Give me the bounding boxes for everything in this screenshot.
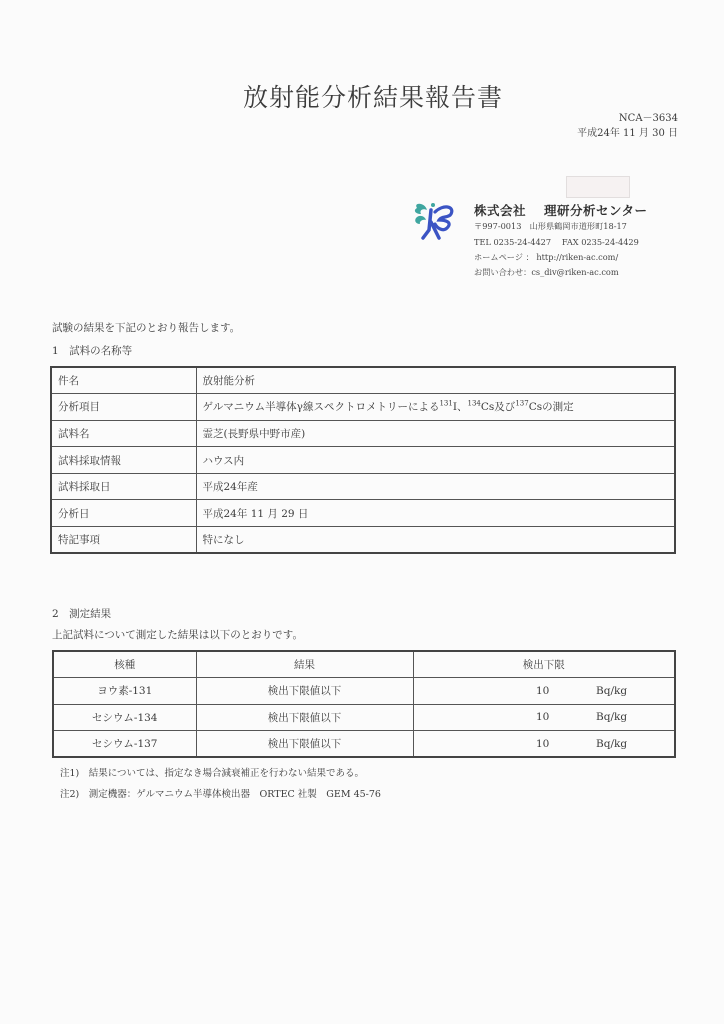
result-cell: 検出下限値以下 xyxy=(196,678,413,705)
analysis-method-text: ゲルマニウム半導体γ線スペクトロメトリーによる xyxy=(202,401,440,414)
isotope-mass-number: 131 xyxy=(439,399,453,408)
table-row xyxy=(53,731,675,758)
isotope-mass-number: 137 xyxy=(515,399,529,408)
row-label: 分析項目 xyxy=(51,394,196,421)
row-value: 平成24年 11 月 29 日 xyxy=(196,500,675,527)
isotope-symbol: Csの測定 xyxy=(528,401,574,414)
table-row xyxy=(51,447,675,474)
column-header-nuclide: 核種 xyxy=(53,651,196,678)
nuclide-cell: セシウム-137 xyxy=(53,731,196,758)
limit-value: 10 xyxy=(536,711,550,724)
row-value: ハウス内 xyxy=(196,447,675,474)
row-value xyxy=(196,394,675,421)
table-row xyxy=(51,420,675,447)
nuclide-cell: セシウム-134 xyxy=(53,704,196,731)
row-value: 特になし xyxy=(196,527,675,554)
column-header-detection-limit: 検出下限 xyxy=(413,651,675,678)
butterfly-logo-icon xyxy=(411,200,459,240)
limit-value: 10 xyxy=(536,737,550,750)
nuclide-cell: ヨウ素-131 xyxy=(53,678,196,705)
intro-text: 試験の結果を下記のとおり報告します。 xyxy=(52,322,241,334)
section1-heading: 1 試料の名称等 xyxy=(52,345,133,357)
company-contact: お問い合わせ：cs_div@riken-ac.com xyxy=(474,267,619,277)
column-header-result: 結果 xyxy=(196,651,413,678)
isotope-symbol: I、 xyxy=(452,401,468,414)
company-homepage: ホームページ ： http://riken-ac.com/ xyxy=(474,252,619,262)
section2-heading: 2 測定結果 xyxy=(52,608,112,620)
table-row xyxy=(53,704,675,731)
result-cell: 検出下限値以下 xyxy=(196,731,413,758)
limit-cell xyxy=(413,678,675,705)
limit-value: 10 xyxy=(536,684,550,697)
table-header-row xyxy=(53,651,675,678)
table-row xyxy=(51,527,675,554)
note-2: 注2) 測定機器：ゲルマニウム半導体検出器 ORTEC 社製 GEM 45-76 xyxy=(60,789,381,800)
limit-unit: Bq/kg xyxy=(596,737,628,750)
isotope-mass-number: 134 xyxy=(467,399,481,408)
row-label: 試料採取日 xyxy=(51,473,196,500)
document-title: 放射能分析結果報告書 xyxy=(243,83,504,112)
table-row xyxy=(51,367,675,394)
row-value: 平成24年産 xyxy=(196,473,675,500)
row-value: 放射能分析 xyxy=(196,367,675,394)
sample-info-table xyxy=(50,366,676,554)
document-number: NCA－3634 xyxy=(618,113,678,124)
issue-date: 平成24年 11 月 30 日 xyxy=(577,128,678,139)
table-row xyxy=(51,500,675,527)
company-tel-fax: TEL 0235-24-4427 FAX 0235-24-4429 xyxy=(474,237,639,247)
table-row xyxy=(51,473,675,500)
table-row xyxy=(51,394,675,421)
company-name xyxy=(474,201,648,219)
row-value: 霊芝(長野県中野市産) xyxy=(196,420,675,447)
limit-cell xyxy=(413,731,675,758)
row-label: 分析日 xyxy=(51,500,196,527)
isotope-symbol: Cs及び xyxy=(480,401,516,414)
note-1: 注1) 結果については、指定なき場合減衰補正を行わない結果である。 xyxy=(60,768,365,779)
row-label: 試料採取情報 xyxy=(51,447,196,474)
row-label: 特記事項 xyxy=(51,527,196,554)
company-title: 理研分析センター xyxy=(544,203,648,218)
table-row xyxy=(53,678,675,705)
row-label: 試料名 xyxy=(51,420,196,447)
company-seal-stamp xyxy=(566,176,630,198)
limit-cell xyxy=(413,704,675,731)
section2-description: 上記試料について測定した結果は以下のとおりです。 xyxy=(52,629,303,641)
result-cell: 検出下限値以下 xyxy=(196,704,413,731)
company-address: 〒997-0013 山形県鶴岡市道形町18-17 xyxy=(474,221,627,231)
company-prefix: 株式会社 xyxy=(474,203,527,218)
row-label: 件名 xyxy=(51,367,196,394)
measurement-results-table xyxy=(52,650,676,758)
limit-unit: Bq/kg xyxy=(596,711,628,724)
limit-unit: Bq/kg xyxy=(596,684,628,697)
